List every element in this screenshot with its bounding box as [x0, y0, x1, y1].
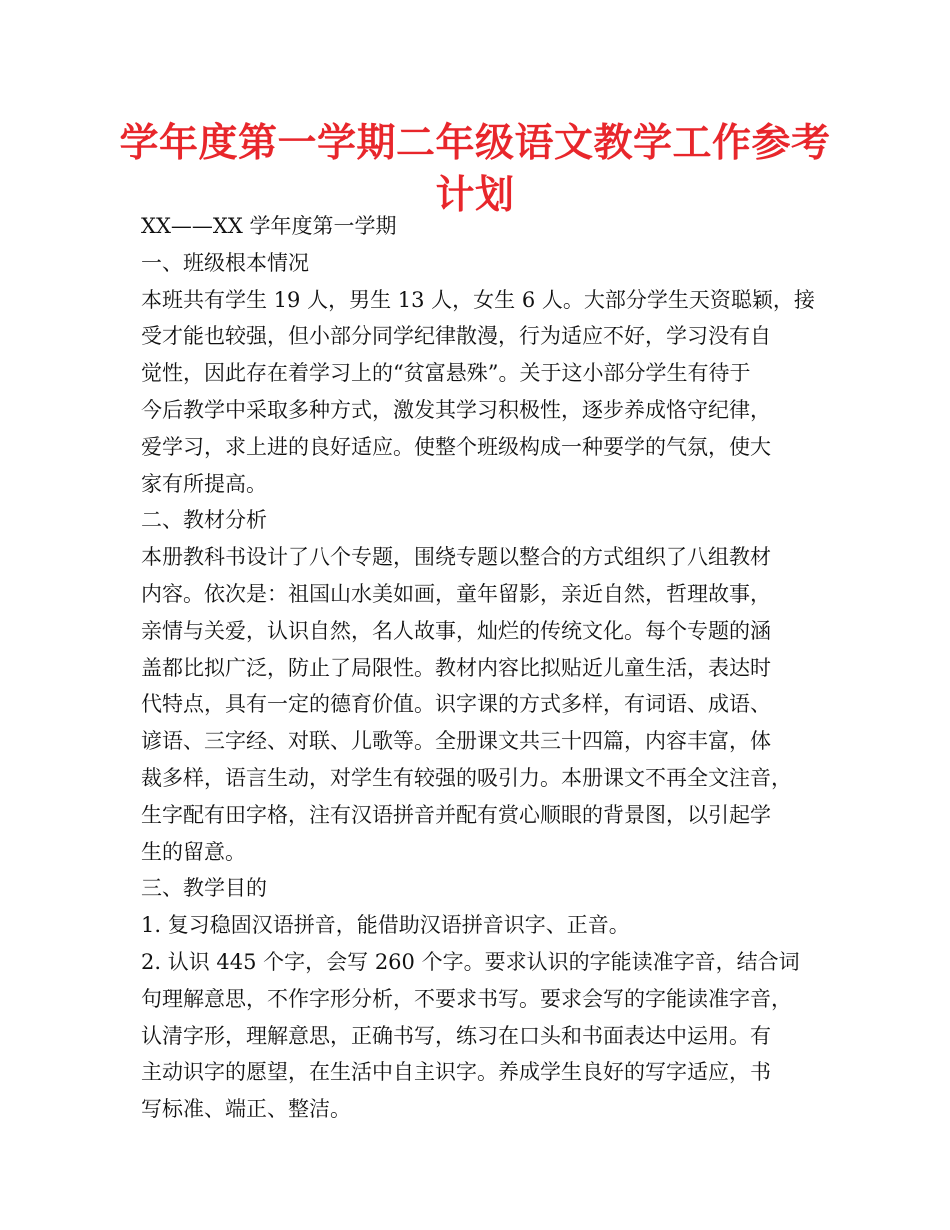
paragraph-line: 家有所提高。	[141, 471, 267, 496]
paragraph-line: 爱学习，求上进的良好适应。使整个班级构成一种要学的气氛，使大	[141, 434, 771, 459]
paragraph-line: 觉性，因此存在着学习上的“贫富悬殊”。关于这小部分学生有待于	[141, 361, 751, 386]
paragraph-line: 生的留意。	[141, 839, 246, 864]
section-heading: 二、教材分析	[141, 508, 267, 533]
title-line-1: 学年度第一学期二年级语文教学工作参考	[119, 121, 831, 166]
paragraph-line: 内容。依次是：祖国山水美如画，童年留影，亲近自然，哲理故事，	[141, 581, 771, 606]
section-heading: 一、班级根本情况	[141, 250, 309, 275]
paragraph-line: 代特点，具有一定的德育价值。识字课的方式多样，有词语、成语、	[141, 692, 771, 717]
paragraph-line: 谚语、三字经、对联、儿歌等。全册课文共三十四篇，内容丰富，体	[141, 729, 771, 754]
paragraph-line: 裁多样，语言生动，对学生有较强的吸引力。本册课文不再全文注音，	[141, 765, 792, 790]
paragraph-line: 受才能也较强，但小部分同学纪律散漫，行为适应不好，学习没有自	[141, 324, 771, 349]
title-line-2: 计划	[435, 173, 515, 218]
paragraph-line: 本班共有学生 19 人，男生 13 人，女生 6 人。大部分学生天资聪颖，接	[141, 287, 815, 312]
list-item: 1. 复习稳固汉语拼音，能借助汉语拼音识字、正音。	[141, 913, 630, 938]
paragraph-line: 生字配有田字格，注有汉语拼音并配有赏心顺眼的背景图，以引起学	[141, 802, 771, 827]
list-item: 2. 认识 445 个字，会写 260 个字。要求认识的字能读准字音，结合词	[141, 949, 800, 974]
paragraph-line: 盖都比拟广泛，防止了局限性。教材内容比拟贴近儿童生活，表达时	[141, 655, 771, 680]
paragraph-line: 写标准、端正、整洁。	[141, 1097, 351, 1122]
section-heading: 三、教学目的	[141, 876, 267, 901]
document-body	[141, 208, 821, 1128]
paragraph-line: 今后教学中采取多种方式，激发其学习积极性，逐步养成恪守纪律，	[141, 397, 771, 422]
document-title	[100, 118, 850, 222]
paragraph-line: 本册教科书设计了八个专题，围绕专题以整合的方式组织了八组教材	[141, 545, 771, 570]
paragraph-line: 亲情与关爱，认识自然，名人故事，灿烂的传统文化。每个专题的涵	[141, 618, 771, 643]
paragraph-line: 句理解意思，不作字形分析，不要求书写。要求会写的字能读准字音，	[141, 986, 792, 1011]
paragraph-line: 认清字形，理解意思，正确书写，练习在口头和书面表达中运用。有	[141, 1023, 771, 1048]
paragraph-line: 主动识字的愿望，在生活中自主识字。养成学生良好的写字适应，书	[141, 1060, 771, 1085]
subtitle-line: XX——XX 学年度第一学期	[141, 214, 397, 238]
